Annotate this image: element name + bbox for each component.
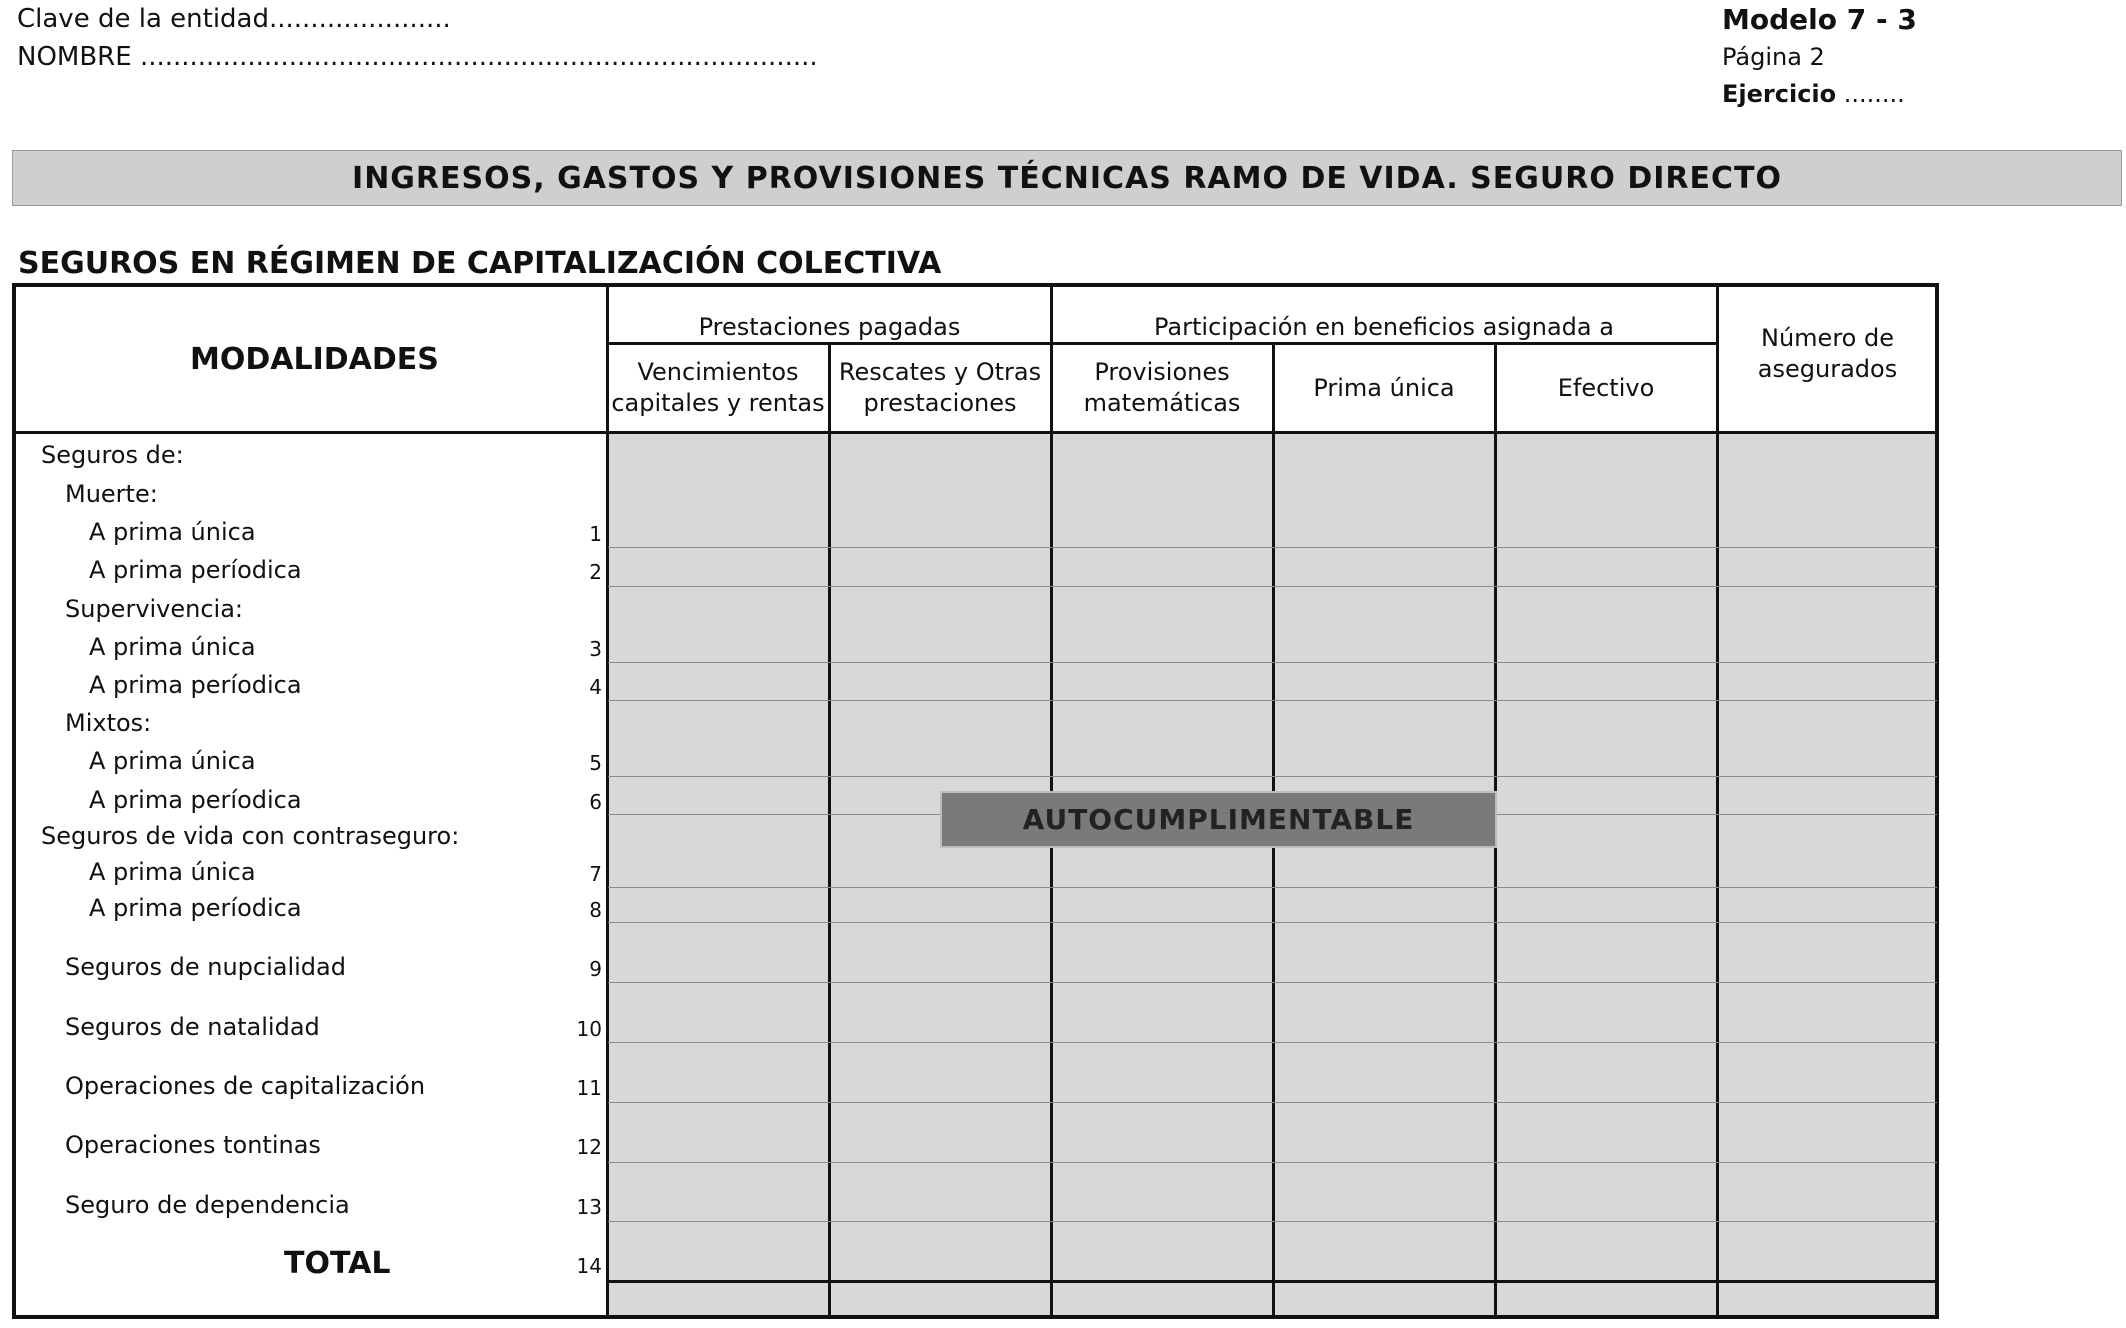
total-line	[608, 1280, 1937, 1283]
row-label: A prima períodica	[89, 894, 302, 922]
row-line	[608, 1162, 1937, 1163]
clave-entidad: Clave de la entidad......................	[17, 4, 451, 34]
row-number: 6	[589, 790, 602, 814]
row-label: Operaciones tontinas	[65, 1131, 321, 1159]
row-label: Supervivencia:	[65, 595, 244, 623]
total-label: TOTAL	[284, 1246, 391, 1281]
ejercicio-value: ........	[1843, 80, 1905, 108]
row-label: Seguros de vida con contraseguro:	[41, 822, 460, 850]
col-vencimientos: Vencimientos capitales y rentas	[611, 358, 825, 417]
row-number: 8	[589, 898, 602, 922]
row-line	[608, 922, 1937, 923]
row-label: Mixtos:	[65, 709, 152, 737]
row-label: A prima única	[89, 858, 256, 886]
col-rescates: Rescates y Otras prestaciones	[838, 358, 1042, 417]
row-number: 7	[589, 862, 602, 886]
header-bottom-line	[14, 431, 1937, 434]
autocumplimentable-stamp: AUTOCUMPLIMENTABLE	[940, 791, 1497, 848]
row-label: Seguros de:	[41, 441, 184, 469]
row-number: 2	[589, 560, 602, 584]
row-label: A prima única	[89, 633, 256, 661]
row-label: A prima períodica	[89, 671, 302, 699]
row-line	[608, 700, 1937, 701]
row-label: A prima única	[89, 747, 256, 775]
divider-col-1	[828, 345, 831, 1317]
row-line	[608, 662, 1937, 663]
row-line	[608, 887, 1937, 888]
row-label: Seguros de natalidad	[65, 1013, 320, 1041]
row-label: Operaciones de capitalización	[65, 1072, 426, 1100]
row-label: Seguros de nupcialidad	[65, 953, 346, 981]
col-provisiones: Provisiones matemáticas	[1083, 358, 1241, 417]
row-number: 4	[589, 675, 602, 699]
col-prima-unica: Prima única	[1313, 373, 1455, 402]
row-line	[608, 776, 1937, 777]
row-number: 1	[589, 522, 602, 546]
row-line	[608, 1221, 1937, 1222]
row-line	[608, 982, 1937, 983]
row-label: A prima única	[89, 518, 256, 546]
group-participacion: Participación en beneficios asignada a	[1154, 312, 1614, 341]
row-number: 14	[576, 1254, 602, 1278]
row-line	[608, 586, 1937, 587]
ejercicio-line	[1722, 82, 1905, 106]
row-line	[608, 1042, 1937, 1043]
section-title: SEGUROS EN RÉGIMEN DE CAPITALIZACIÓN COLECTIVA	[18, 246, 942, 281]
row-number: 13	[576, 1195, 602, 1219]
row-line	[608, 1102, 1937, 1103]
row-number: 3	[589, 637, 602, 661]
row-number: 11	[576, 1076, 602, 1100]
row-number: 10	[576, 1017, 602, 1041]
pagina-label: Página 2	[1722, 43, 1825, 71]
row-number: 12	[576, 1135, 602, 1159]
row-label: Seguro de dependencia	[65, 1191, 350, 1219]
modelo-label: Modelo 7 - 3	[1722, 3, 1917, 36]
nombre-field: NOMBRE ..................................................................................	[17, 42, 818, 72]
row-label: Muerte:	[65, 480, 158, 508]
row-number: 5	[589, 751, 602, 775]
col-efectivo: Efectivo	[1557, 373, 1655, 402]
modalidades-header: MODALIDADES	[190, 342, 439, 377]
col-numero-asegurados: Número de asegurados	[1757, 324, 1898, 383]
group-prestaciones: Prestaciones pagadas	[698, 312, 961, 341]
row-number: 9	[589, 957, 602, 981]
row-label: A prima períodica	[89, 556, 302, 584]
ejercicio-label: Ejercicio	[1722, 80, 1837, 108]
page-banner: INGRESOS, GASTOS Y PROVISIONES TÉCNICAS RAMO DE VIDA. SEGURO DIRECTO	[12, 150, 2122, 206]
row-label: A prima períodica	[89, 786, 302, 814]
row-line	[608, 547, 1937, 548]
